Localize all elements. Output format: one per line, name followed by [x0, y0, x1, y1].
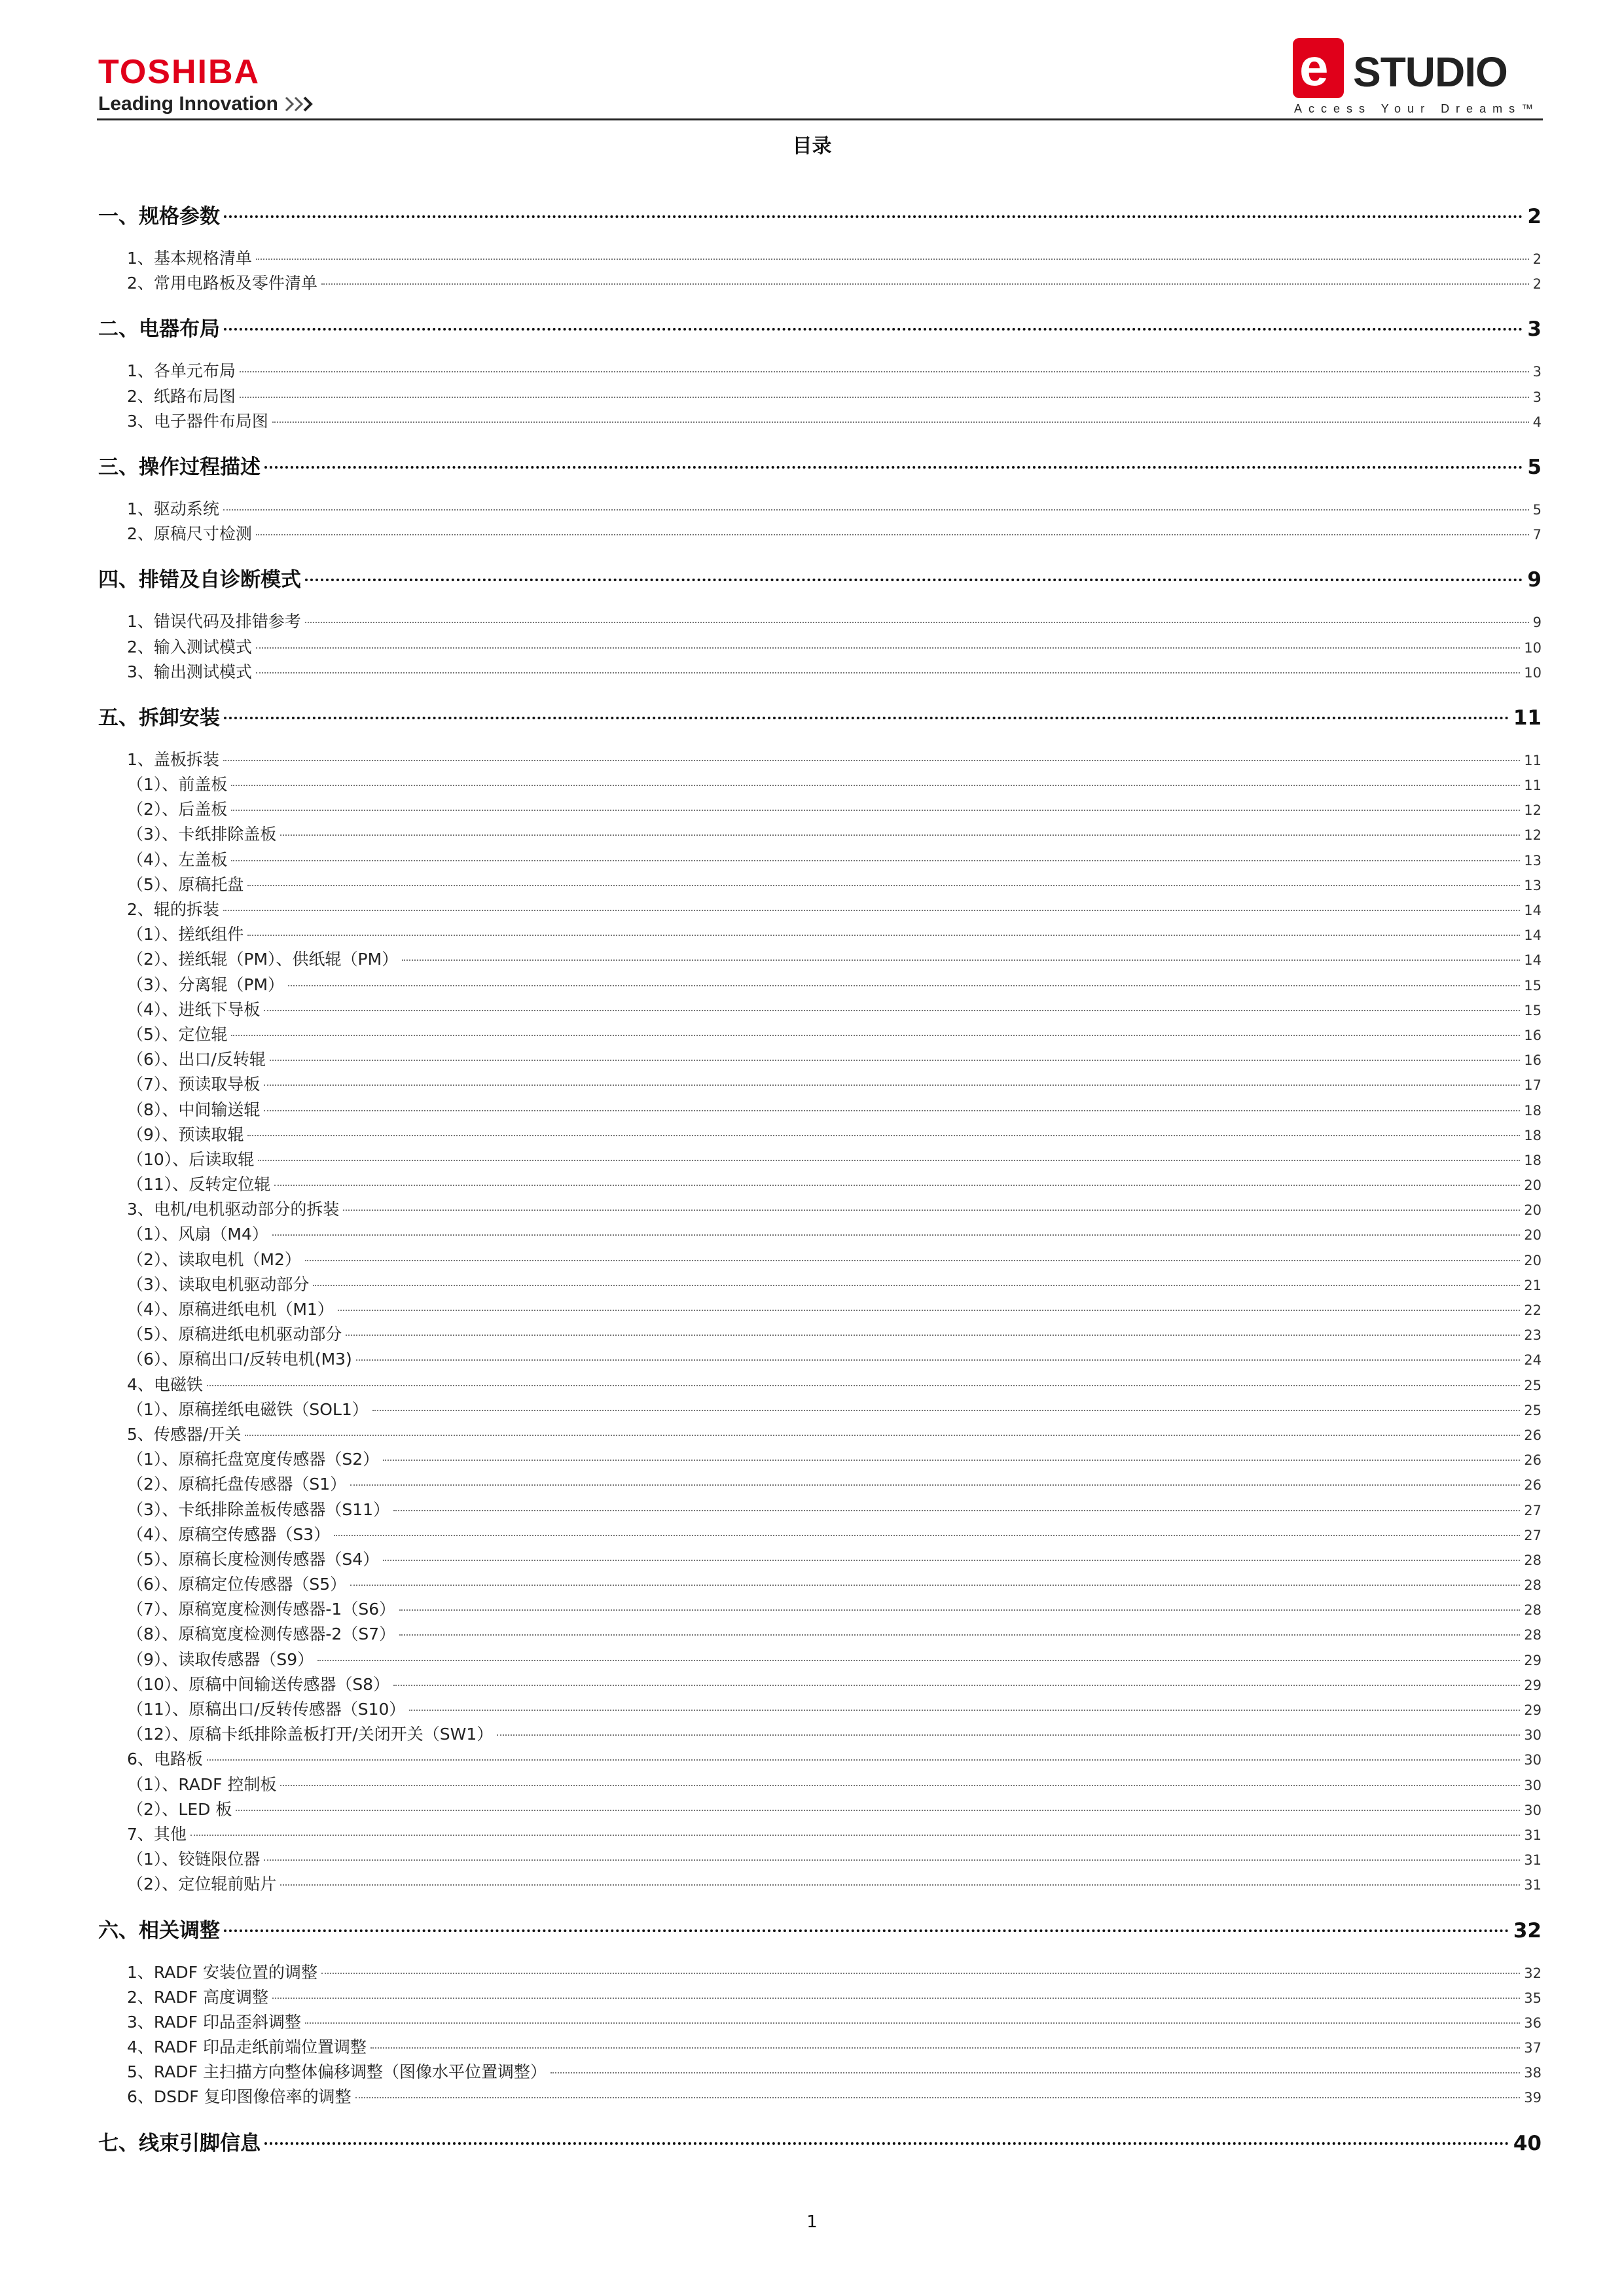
- dot-leader: [247, 1135, 1520, 1136]
- toc-entry[interactable]: [98, 1622, 1542, 1647]
- dot-leader: [256, 259, 1529, 260]
- dot-leader: [350, 1484, 1520, 1486]
- header-divider: [97, 118, 1543, 120]
- toc-entry[interactable]: [98, 1697, 1542, 1722]
- toc-entry-label: （2）、搓纸辊（PM）、供纸辊（PM）: [127, 950, 399, 969]
- toc-entry[interactable]: [98, 522, 1542, 547]
- dot-leader: [224, 215, 1523, 218]
- toc-entry[interactable]: [98, 1872, 1542, 1897]
- dot-leader: [256, 647, 1520, 649]
- toc-entry-label: 1、驱动系统: [127, 499, 219, 518]
- dot-leader: [338, 1310, 1520, 1311]
- dot-leader: [356, 1359, 1520, 1361]
- toc-entry-page: 29: [1524, 1702, 1542, 1718]
- toc-entry-page: 18: [1524, 1102, 1542, 1119]
- dot-leader: [372, 1410, 1520, 1411]
- toc-entry-page: 2: [1527, 205, 1542, 228]
- toc-entry-label: （5）、原稿长度检测传感器（S4）: [127, 1549, 380, 1569]
- toc-entry-label: 七、线束引脚信息: [98, 2131, 261, 2155]
- toc-entry[interactable]: [98, 1647, 1542, 1672]
- toc-entry-page: 4: [1532, 414, 1542, 430]
- toc-entry-label: （6）、原稿出口/反转电机(M3): [127, 1350, 352, 1369]
- table-of-contents: [98, 183, 1542, 2173]
- toc-entry-label: （8）、中间输送辊: [127, 1100, 261, 1119]
- toc-entry[interactable]: [98, 1172, 1542, 1197]
- toc-entry-label: （2）、原稿托盘传感器（S1）: [127, 1475, 347, 1494]
- toc-entry[interactable]: [98, 1347, 1542, 1372]
- toc-entry-page: 29: [1524, 1677, 1542, 1693]
- dot-leader: [190, 1835, 1520, 1836]
- toc-entry-label: （4）、原稿空传感器（S3）: [127, 1524, 331, 1544]
- toc-entry-label: （2）、后盖板: [127, 800, 228, 819]
- toc-entry-page: 28: [1524, 1627, 1542, 1643]
- dot-leader: [256, 672, 1520, 673]
- toc-entry-page: 9: [1532, 615, 1542, 631]
- estudio-tagline: Access Your Dreams™: [1294, 102, 1540, 115]
- toc-entry-label: （4）、进纸下导板: [127, 999, 261, 1019]
- dot-leader: [305, 622, 1529, 623]
- toc-entry[interactable]: [98, 1197, 1542, 1222]
- toc-entry[interactable]: [98, 1960, 1542, 1985]
- dot-leader: [350, 1585, 1520, 1586]
- dot-leader: [321, 283, 1529, 285]
- toc-entry-page: 31: [1524, 1827, 1542, 1843]
- toc-entry[interactable]: [98, 1098, 1542, 1122]
- toc-entry[interactable]: [98, 897, 1542, 922]
- toc-entry-label: （7）、原稿宽度检测传感器-1（S6）: [127, 1600, 396, 1619]
- dot-leader: [393, 1510, 1520, 1511]
- toc-entry[interactable]: [98, 1572, 1542, 1597]
- toc-entry-label: 6、DSDF 复印图像倍率的调整: [127, 2087, 352, 2107]
- toc-entry-page: 27: [1524, 1527, 1542, 1543]
- dot-leader: [280, 834, 1520, 836]
- toc-entry[interactable]: [98, 1397, 1542, 1422]
- toc-entry[interactable]: [98, 1597, 1542, 1622]
- dot-leader: [223, 509, 1529, 511]
- toc-entry-page: 22: [1524, 1302, 1542, 1318]
- toc-section[interactable]: [98, 313, 1542, 346]
- dot-leader: [313, 1285, 1520, 1286]
- toc-entry[interactable]: [98, 497, 1542, 522]
- dot-leader: [274, 1185, 1520, 1186]
- chevrons-icon: [285, 96, 315, 112]
- toc-entry-label: （1）、风扇（M4）: [127, 1225, 268, 1244]
- dot-leader: [258, 1160, 1520, 1161]
- toc-entry-page: 16: [1524, 1027, 1542, 1043]
- toc-entry-label: （1）、原稿托盘宽度传感器（S2）: [127, 1450, 380, 1469]
- dot-leader: [343, 1210, 1520, 1211]
- dot-leader: [231, 810, 1520, 811]
- toc-entry-page: 11: [1524, 752, 1542, 768]
- toc-entry[interactable]: [98, 609, 1542, 634]
- toc-entry-label: 4、RADF 印品走纸前端位置调整: [127, 2037, 367, 2057]
- toc-entry-label: 1、基本规格清单: [127, 249, 252, 268]
- toc-entry-label: 2、辊的拆装: [127, 900, 219, 919]
- toc-entry-page: 3: [1532, 364, 1542, 380]
- toc-entry-page: 30: [1524, 1802, 1542, 1818]
- toc-entry-page: 27: [1524, 1502, 1542, 1518]
- toc-entry[interactable]: [98, 1747, 1542, 1772]
- toc-entry[interactable]: [98, 848, 1542, 872]
- toc-entry[interactable]: [98, 747, 1542, 772]
- estudio-e-mark-icon: [1293, 38, 1352, 98]
- dot-leader: [393, 1685, 1520, 1686]
- toc-entry-label: （3）、卡纸排除盖板传感器（S11）: [127, 1499, 390, 1519]
- dot-leader: [223, 910, 1520, 911]
- toc-entry-page: 17: [1524, 1077, 1542, 1094]
- dot-leader: [207, 1759, 1520, 1761]
- toc-entry-label: 四、排错及自诊断模式: [98, 568, 301, 592]
- toc-entry-page: 29: [1524, 1652, 1542, 1668]
- dot-leader: [402, 960, 1520, 961]
- toc-entry-page: 21: [1524, 1277, 1542, 1293]
- toc-entry-page: 7: [1532, 527, 1542, 543]
- dot-leader: [383, 1460, 1520, 1461]
- toc-entry-label: （1）、原稿搓纸电磁铁（SOL1）: [127, 1399, 369, 1419]
- estudio-e-letter: e: [1299, 38, 1329, 96]
- toc-entry[interactable]: [98, 1772, 1542, 1797]
- toc-entry-label: 2、原稿尺寸检测: [127, 524, 252, 544]
- dot-leader: [231, 785, 1520, 786]
- toc-section[interactable]: [98, 702, 1542, 734]
- dot-leader: [236, 1810, 1520, 1811]
- toc-entry[interactable]: [98, 1272, 1542, 1297]
- toc-entry-page: 2: [1532, 276, 1542, 293]
- toc-entry-label: 1、各单元布局: [127, 361, 236, 381]
- toc-entry[interactable]: [98, 660, 1542, 685]
- toc-entry-page: 20: [1524, 1227, 1542, 1244]
- dot-leader: [346, 1335, 1520, 1336]
- toc-entry-page: 13: [1524, 852, 1542, 869]
- toc-entry[interactable]: [98, 1072, 1542, 1097]
- toc-entry[interactable]: [98, 1147, 1542, 1172]
- dot-leader: [321, 1973, 1520, 1974]
- toc-entry-page: 16: [1524, 1052, 1542, 1069]
- toc-entry-page: 28: [1524, 1577, 1542, 1594]
- toc-entry[interactable]: [98, 246, 1542, 271]
- dot-leader: [280, 1785, 1520, 1786]
- toc-entry-page: 23: [1524, 1327, 1542, 1344]
- dot-leader: [264, 466, 1523, 469]
- toc-entry-label: 2、常用电路板及零件清单: [127, 274, 317, 293]
- toc-entry-label: 6、电路板: [127, 1749, 203, 1769]
- toshiba-logo: [98, 55, 315, 115]
- toc-entry-page: 18: [1524, 1127, 1542, 1143]
- dot-leader: [264, 1859, 1520, 1861]
- estudio-logo: [1293, 38, 1542, 118]
- toc-entry-page: 15: [1524, 977, 1542, 994]
- toc-entry-label: （10）、后读取辊: [127, 1149, 255, 1169]
- toc-entry-label: （6）、出口/反转辊: [127, 1050, 266, 1069]
- toc-section[interactable]: [98, 451, 1542, 484]
- toc-entry[interactable]: [98, 359, 1542, 384]
- toc-entry-page: 13: [1524, 877, 1542, 893]
- toc-entry-page: 35: [1524, 1990, 1542, 2006]
- toc-entry-page: 14: [1524, 927, 1542, 944]
- toc-entry-page: 2: [1532, 251, 1542, 267]
- estudio-word: STUDIO: [1353, 48, 1507, 96]
- dot-leader: [305, 579, 1523, 581]
- dot-leader: [288, 985, 1520, 986]
- tagline-text: Leading Innovation: [98, 93, 278, 115]
- toc-entry-label: （11）、反转定位辊: [127, 1175, 271, 1194]
- toc-entry-label: 三、操作过程描述: [98, 455, 261, 479]
- toc-entry-page: 39: [1524, 2090, 1542, 2106]
- brand-name: TOSHIBA: [98, 53, 261, 91]
- dot-leader: [264, 2142, 1509, 2145]
- toc-section[interactable]: [98, 564, 1542, 596]
- dot-leader: [272, 1998, 1520, 1999]
- toc-entry[interactable]: [98, 797, 1542, 822]
- dot-leader: [272, 1234, 1520, 1236]
- toc-entry-label: （1）、搓纸组件: [127, 925, 244, 944]
- toc-entry[interactable]: [98, 1472, 1542, 1497]
- toc-entry-label: 3、电机/电机驱动部分的拆装: [127, 1200, 340, 1219]
- toc-entry[interactable]: [98, 772, 1542, 797]
- toc-entry-label: （11）、原稿出口/反转传感器（S10）: [127, 1700, 406, 1719]
- toc-entry-page: 3: [1532, 389, 1542, 405]
- toc-entry-label: （3）、卡纸排除盖板: [127, 825, 277, 844]
- toc-entry[interactable]: [98, 997, 1542, 1022]
- toc-entry-page: 31: [1524, 1877, 1542, 1893]
- dot-leader: [256, 534, 1529, 535]
- toc-entry[interactable]: [98, 1447, 1542, 1472]
- toc-section[interactable]: [98, 1914, 1542, 1947]
- dot-leader: [231, 860, 1520, 861]
- toc-entry-page: 5: [1527, 455, 1542, 479]
- toc-entry-page: 38: [1524, 2065, 1542, 2081]
- dot-leader: [245, 1435, 1520, 1436]
- page-number: 1: [806, 2212, 818, 2232]
- toc-entry-label: （12）、原稿卡纸排除盖板打开/关闭开关（SW1）: [127, 1725, 494, 1744]
- toc-entry-label: （2）、定位辊前贴片: [127, 1874, 277, 1894]
- toc-entry-label: （5）、原稿托盘: [127, 874, 244, 894]
- toc-entry-page: 28: [1524, 1552, 1542, 1568]
- dot-leader: [383, 1560, 1520, 1561]
- toc-entry-page: 3: [1527, 317, 1542, 342]
- toc-entry-page: 11: [1524, 778, 1542, 794]
- toc-entry-page: 26: [1524, 1452, 1542, 1469]
- dot-leader: [280, 1884, 1520, 1886]
- toc-entry-label: （1）、铰链限位器: [127, 1850, 261, 1869]
- toc-entry[interactable]: [98, 1122, 1542, 1147]
- toc-entry-label: 1、盖板拆装: [127, 749, 219, 769]
- dot-leader: [399, 1609, 1520, 1611]
- dot-leader: [334, 1535, 1520, 1536]
- toc-entry[interactable]: [98, 1372, 1542, 1397]
- dot-leader: [264, 1110, 1520, 1111]
- dot-leader: [305, 1260, 1520, 1261]
- toc-entry[interactable]: [98, 2085, 1542, 2109]
- toc-entry[interactable]: [98, 1985, 1542, 2010]
- toc-entry[interactable]: [98, 1498, 1542, 1522]
- toc-entry-label: （2）、读取电机（M2）: [127, 1249, 301, 1269]
- toc-section[interactable]: [98, 200, 1542, 233]
- dot-leader: [264, 1085, 1520, 1086]
- dot-leader: [497, 1734, 1520, 1736]
- toc-entry-label: 2、RADF 高度调整: [127, 1987, 268, 2007]
- toc-entry[interactable]: [98, 409, 1542, 434]
- toc-entry-label: （9）、预读取辊: [127, 1124, 244, 1144]
- toc-entry-page: 30: [1524, 1777, 1542, 1793]
- toc-entry-page: 10: [1524, 639, 1542, 656]
- toc-entry-page: 37: [1524, 2040, 1542, 2056]
- toc-entry[interactable]: [98, 1722, 1542, 1747]
- toc-entry-label: （9）、读取传感器（S9）: [127, 1649, 314, 1669]
- toc-entry-label: （10）、原稿中间输送传感器（S8）: [127, 1674, 390, 1694]
- toc-entry-label: （5）、定位辊: [127, 1024, 228, 1044]
- toc-entry[interactable]: [98, 1247, 1542, 1272]
- toc-entry-page: 12: [1524, 827, 1542, 844]
- toc-entry-page: 25: [1524, 1377, 1542, 1393]
- dot-leader: [231, 1035, 1520, 1036]
- toc-entry-page: 32: [1524, 1965, 1542, 1981]
- toc-entry-page: 26: [1524, 1477, 1542, 1494]
- toc-entry-label: 一、规格参数: [98, 205, 220, 228]
- toc-entry-page: 26: [1524, 1427, 1542, 1443]
- toc-entry[interactable]: [98, 947, 1542, 972]
- dot-leader: [355, 2097, 1521, 2098]
- dot-leader: [272, 422, 1529, 423]
- dot-leader: [224, 717, 1509, 719]
- toc-entry-page: 14: [1524, 903, 1542, 918]
- toc-entry-label: 5、RADF 主扫描方向整体偏移调整（图像水平位置调整）: [127, 2062, 547, 2082]
- toc-entry-label: 1、RADF 安装位置的调整: [127, 1962, 317, 1982]
- toc-section[interactable]: [98, 2127, 1542, 2160]
- toc-entry[interactable]: [98, 1022, 1542, 1047]
- toc-entry-label: 2、纸路布局图: [127, 386, 236, 406]
- toc-entry[interactable]: [98, 1047, 1542, 1072]
- toc-entry[interactable]: [98, 1847, 1542, 1872]
- dot-leader: [240, 397, 1529, 398]
- toc-entry-label: 2、输入测试模式: [127, 637, 252, 656]
- toc-entry[interactable]: [98, 271, 1542, 296]
- dot-leader: [224, 328, 1523, 331]
- toc-entry[interactable]: [98, 1297, 1542, 1322]
- dot-leader: [409, 1710, 1520, 1711]
- toc-entry-page: 25: [1524, 1402, 1542, 1418]
- toc-entry-label: 3、电子器件布局图: [127, 411, 268, 431]
- toc-entry-page: 28: [1524, 1602, 1542, 1619]
- dot-leader: [223, 760, 1520, 761]
- brand-tagline: [98, 93, 315, 115]
- toc-entry-page: 11: [1513, 706, 1542, 730]
- toc-entry-page: 20: [1524, 1252, 1542, 1268]
- dot-leader: [207, 1385, 1520, 1386]
- toc-entry[interactable]: [98, 1322, 1542, 1347]
- toc-entry-page: 31: [1524, 1852, 1542, 1869]
- toc-entry-page: 24: [1524, 1352, 1542, 1369]
- toc-entry-label: 3、输出测试模式: [127, 662, 252, 681]
- dot-leader: [270, 1060, 1520, 1061]
- toc-entry-label: （7）、预读取导板: [127, 1075, 261, 1094]
- dot-leader: [240, 371, 1529, 372]
- dot-leader: [550, 2072, 1520, 2073]
- toc-entry-label: 五、拆卸安装: [98, 706, 220, 730]
- dot-leader: [247, 935, 1520, 936]
- toc-entry-page: 20: [1524, 1177, 1542, 1194]
- toc-entry-page: 10: [1524, 664, 1542, 681]
- dot-leader: [264, 1010, 1520, 1011]
- toc-entry-label: 二、电器布局: [98, 317, 220, 342]
- toc-entry-page: 30: [1524, 1752, 1542, 1768]
- toc-entry[interactable]: [98, 2010, 1542, 2035]
- toc-entry[interactable]: [98, 2060, 1542, 2085]
- toc-entry-label: （4）、原稿进纸电机（M1）: [127, 1300, 334, 1319]
- toc-entry-label: （2）、LED 板: [127, 1799, 232, 1819]
- toc-entry-page: 32: [1513, 1918, 1542, 1943]
- toc-entry-label: （1）、RADF 控制板: [127, 1774, 277, 1794]
- toc-title: 目录: [792, 135, 832, 158]
- dot-leader: [370, 2047, 1520, 2049]
- toc-entry-label: 7、其他: [127, 1824, 187, 1844]
- toc-entry-label: （5）、原稿进纸电机驱动部分: [127, 1325, 342, 1344]
- toc-entry-label: 5、传感器/开关: [127, 1424, 242, 1444]
- toc-entry-label: （4）、左盖板: [127, 850, 228, 869]
- toc-entry-label: （8）、原稿宽度检测传感器-2（S7）: [127, 1624, 396, 1644]
- toc-entry-label: 3、RADF 印品歪斜调整: [127, 2012, 301, 2032]
- toc-entry-page: 9: [1527, 568, 1542, 592]
- toc-entry-label: （1）、前盖板: [127, 775, 228, 795]
- toc-entry[interactable]: [98, 1672, 1542, 1697]
- toc-entry-page: 5: [1532, 501, 1542, 518]
- toc-entry-page: 18: [1524, 1152, 1542, 1168]
- toc-entry-page: 40: [1513, 2131, 1542, 2155]
- dot-leader: [305, 2022, 1520, 2024]
- toc-entry-label: （6）、原稿定位传感器（S5）: [127, 1575, 347, 1594]
- toc-entry-page: 15: [1524, 1002, 1542, 1018]
- toc-entry-page: 20: [1524, 1202, 1542, 1219]
- toc-entry-label: 六、相关调整: [98, 1918, 220, 1943]
- toc-entry-label: 1、错误代码及排错参考: [127, 612, 301, 632]
- toc-entry[interactable]: [98, 384, 1542, 409]
- toc-entry-page: 30: [1524, 1727, 1542, 1744]
- toc-entry[interactable]: [98, 1522, 1542, 1547]
- toc-entry-page: 12: [1524, 802, 1542, 819]
- toc-entry-label: （3）、读取电机驱动部分: [127, 1274, 310, 1294]
- toc-entry[interactable]: [98, 2035, 1542, 2060]
- toc-entry-label: 4、电磁铁: [127, 1374, 203, 1394]
- toc-entry[interactable]: [98, 1422, 1542, 1447]
- toc-entry[interactable]: [98, 822, 1542, 847]
- toc-entry[interactable]: [98, 1547, 1542, 1572]
- toc-entry[interactable]: [98, 1822, 1542, 1847]
- toc-entry[interactable]: [98, 872, 1542, 897]
- dot-leader: [317, 1660, 1520, 1661]
- dot-leader: [399, 1634, 1520, 1636]
- toc-entry[interactable]: [98, 1222, 1542, 1247]
- toc-entry[interactable]: [98, 1797, 1542, 1822]
- toc-entry-label: （3）、分离辊（PM）: [127, 975, 285, 994]
- dot-leader: [247, 885, 1520, 886]
- toc-entry[interactable]: [98, 922, 1542, 947]
- toc-entry[interactable]: [98, 635, 1542, 660]
- dot-leader: [224, 1929, 1509, 1932]
- toc-entry-page: 36: [1524, 2015, 1542, 2031]
- toc-entry-page: 14: [1524, 952, 1542, 969]
- toc-entry[interactable]: [98, 973, 1542, 997]
